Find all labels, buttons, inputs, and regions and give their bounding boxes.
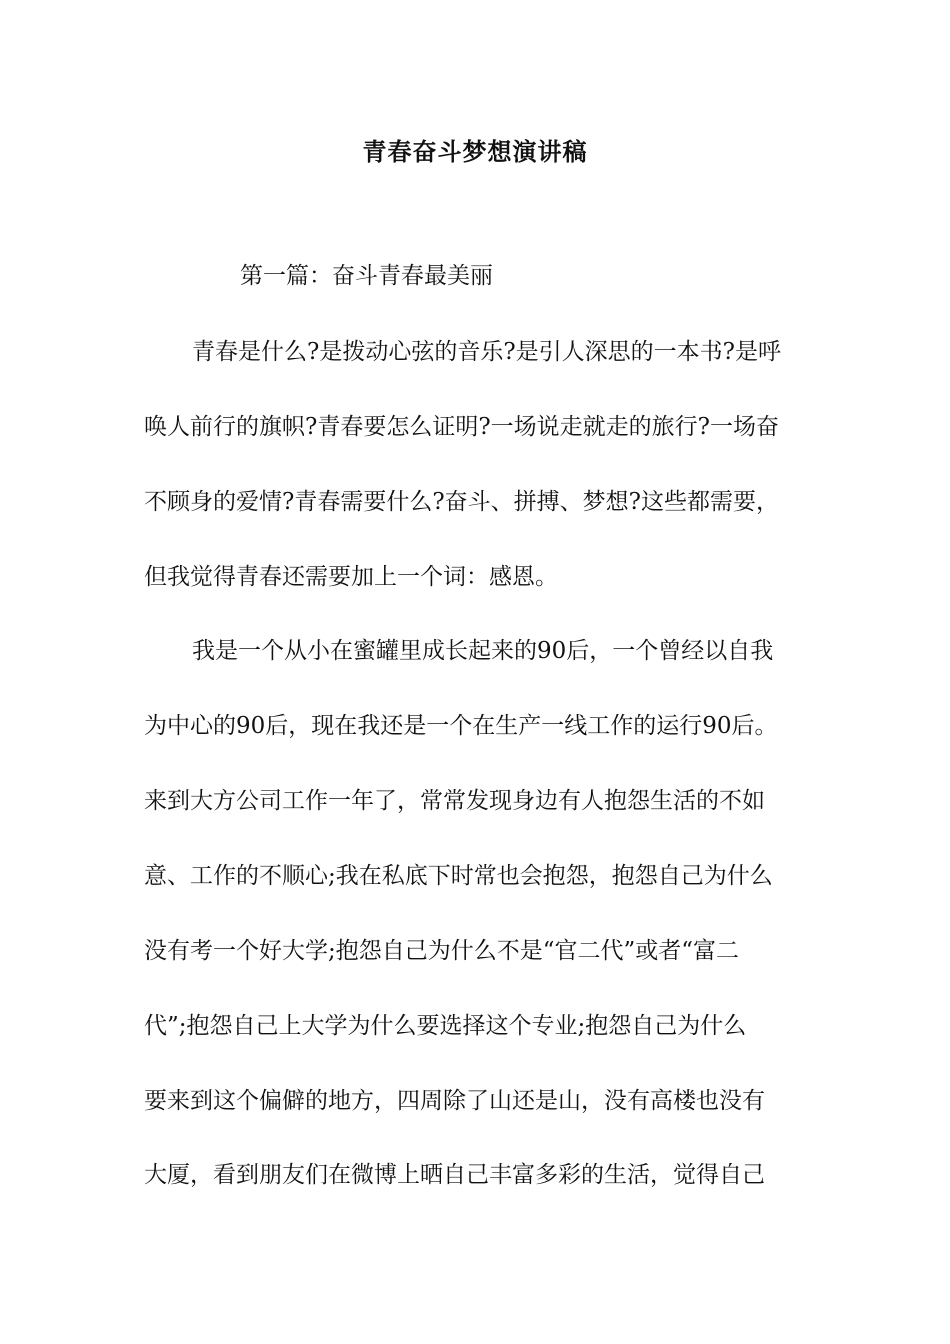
section-heading: 第一篇：奋斗青春最美丽 [240, 263, 493, 289]
paragraph-line: 代”;抱怨自己上大学为什么要选择这个专业;抱怨自己为什么 [144, 1013, 747, 1039]
paragraph-line: 大厦，看到朋友们在微博上晒自己丰富多彩的生活，觉得自己 [144, 1162, 765, 1188]
paragraph-line: 我是一个从小在蜜罐里成长起来的90后，一个曾经以自我 [192, 638, 774, 664]
paragraph-line: 但我觉得青春还需要加上一个词：感恩。 [144, 564, 558, 590]
paragraph-line: 为中心的90后，现在我还是一个在生产一线工作的运行90后。 [144, 713, 778, 739]
paragraph-line: 来到大方公司工作一年了，常常发现身边有人抱怨生活的不如 [144, 788, 765, 814]
document-title: 青春奋斗梦想演讲稿 [362, 137, 588, 166]
paragraph-line: 青春是什么?是拨动心弦的音乐?是引人深思的一本书?是呼 [192, 339, 781, 365]
paragraph-line: 意、工作的不顺心;我在私底下时常也会抱怨，抱怨自己为什么 [144, 863, 773, 889]
paragraph-line: 不顾身的爱情?青春需要什么?奋斗、拼搏、梦想?这些都需要， [144, 489, 779, 515]
paragraph-line: 唤人前行的旗帜?青春要怎么证明?一场说走就走的旅行?一场奋 [144, 414, 779, 440]
paragraph-line: 没有考一个好大学;抱怨自己为什么不是“官二代”或者“富二 [144, 938, 740, 964]
paragraph-line: 要来到这个偏僻的地方，四周除了山还是山，没有高楼也没有 [144, 1088, 765, 1114]
